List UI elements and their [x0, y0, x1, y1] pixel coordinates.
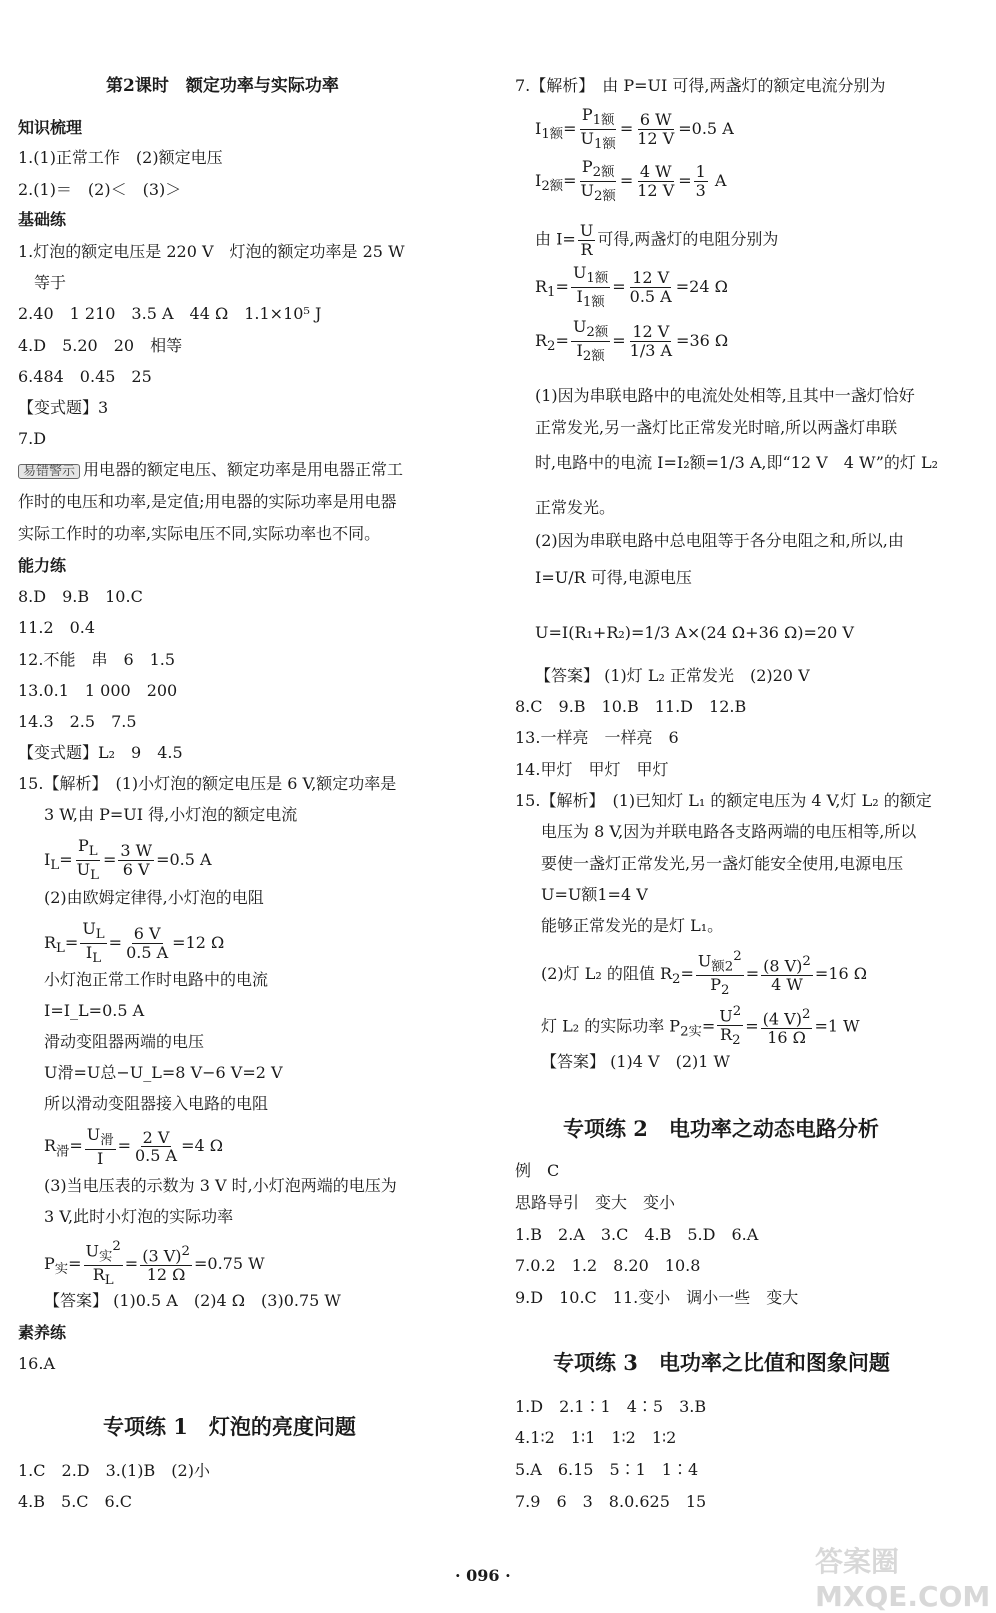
- section-title: 专项练 3 电功率之比值和图象问题: [553, 1350, 890, 1375]
- watermark: 答案圈 MXQE.COM: [815, 1545, 991, 1613]
- answer-line: 1.灯泡的额定电压是 220 V 灯泡的额定功率是 25 W: [18, 242, 405, 261]
- lesson-title: 第2课时 额定功率与实际功率: [106, 76, 339, 96]
- answer-box: 【答案】 (1)4 V (2)1 W: [541, 1052, 730, 1071]
- answer-line: 14.3 2.5 7.5: [18, 712, 137, 731]
- solution-line: (3)当电压表的示数为 3 V 时,小灯泡两端的电压为: [44, 1176, 397, 1195]
- formula: $R_L=$ $\frac{U_L}{I_L}$ = $\frac{6 V}{0.5 A}$ =12 Ω: [44, 919, 225, 967]
- page-number: · 096 ·: [455, 1566, 511, 1585]
- solution-line: 滑动变阻器两端的电压: [44, 1032, 205, 1051]
- answer-line: 1.(1)正常工作 (2)额定电压: [18, 148, 223, 167]
- answer-line: 7.D: [18, 429, 47, 448]
- solution-line: I=I_L=0.5 A: [44, 1001, 145, 1020]
- answer-line: 14.甲灯 甲灯 甲灯: [515, 760, 669, 779]
- solution-line: 3 V,此时小灯泡的实际功率: [44, 1207, 234, 1226]
- heading-nengli: 能力练: [18, 556, 67, 575]
- answer-line: 2.(1)＝ (2)＜ (3)＞: [18, 180, 182, 199]
- formula: $P_实=$ $\frac{U_实^2}{R_L}$ = $\frac{(3 V)^2}{12 \Omega}$ =0.75 W: [44, 1239, 265, 1289]
- tip-line: 实际工作时的功率,实际电压不同,实际功率也不同。: [18, 524, 381, 543]
- answer-line: 4.B 5.C 6.C: [18, 1492, 133, 1511]
- solution-line: U滑=U总−U_L=8 V−6 V=2 V: [44, 1063, 283, 1082]
- formula: 灯 L₂ 的实际功率 $P_{2实}=$ $\frac{U^2}{R_2}$ = $\frac{(4 V)^2}{16 \Omega}$ =1 W: [541, 1004, 860, 1049]
- answer-line: 8.D 9.B 10.C: [18, 587, 143, 606]
- answer-line: 13.一样亮 一样亮 6: [515, 728, 679, 747]
- formula: U=I(R₁+R₂)=1/3 A×(24 Ω+36 Ω)=20 V: [535, 623, 854, 642]
- solution-line: 由 I= $\frac{U}{R}$ 可得,两盏灯的电阻分别为: [535, 221, 779, 259]
- variant-question: 【变式题】L₂ 9 4.5: [18, 743, 183, 762]
- answer-line: 1.D 2.1∶1 4∶5 3.B: [515, 1397, 707, 1416]
- heading-suyang: 素养练: [18, 1323, 67, 1342]
- solution-line: 时,电路中的电流 I=I₂额=1/3 A,即“12 V 4 W”的灯 L₂: [535, 453, 939, 472]
- section-title: 专项练 1 灯泡的亮度问题: [103, 1414, 356, 1439]
- heading-zhishi: 知识梳理: [18, 118, 83, 137]
- tip-text: 用电器的额定电压、额定功率是用电器正常工: [83, 460, 404, 479]
- solution-line: 3 W,由 P=UI 得,小灯泡的额定电流: [44, 805, 298, 824]
- formula: $R_1=$ $\frac{U_{1额}}{I_{1额}}$ = $\frac{12 V}{0.5 A}$ =24 Ω: [535, 263, 728, 311]
- variant-question: 【变式题】3: [18, 398, 109, 417]
- solution-line: (2)因为串联电路中总电阻等于各分电阻之和,所以,由: [535, 531, 904, 550]
- solution-line: 小灯泡正常工作时电路中的电流: [44, 970, 269, 989]
- solution-line: 正常发光,另一盏灯比正常发光时暗,所以两盏灯串联: [535, 418, 898, 437]
- answer-line: 12.不能 串 6 1.5: [18, 650, 176, 669]
- tip-tag: 易错警示: [18, 464, 80, 479]
- answer-line: 1.C 2.D 3.(1)B (2)小: [18, 1461, 210, 1480]
- formula-label: 灯 L₂ 的实际功率: [541, 1016, 665, 1036]
- answer-line: 4.1∶2 1∶1 1∶2 1∶2: [515, 1428, 677, 1447]
- solution-line: 电压为 8 V,因为并联电路各支路两端的电压相等,所以: [541, 822, 917, 841]
- solution-line: 能够正常发光的是灯 L₁。: [541, 916, 724, 935]
- answer-line: 思路导引 变大 变小: [515, 1193, 676, 1212]
- answer-line: 例 C: [515, 1161, 560, 1180]
- tip-line: 作时的电压和功率,是定值;用电器的实际功率是用电器: [18, 492, 397, 511]
- answer-line: 11.2 0.4: [18, 618, 96, 637]
- formula: $R_滑=$ $\frac{U_滑}{I}$ = $\frac{2 V}{0.5 A}$ =4 Ω: [44, 1125, 224, 1168]
- answer-line: 等于: [34, 273, 67, 292]
- solution-line: (1)因为串联电路中的电流处处相等,且其中一盏灯恰好: [535, 386, 915, 405]
- answer-line: 5.A 6.15 5∶1 1∶4: [515, 1460, 699, 1479]
- answer-box: 【答案】 (1)0.5 A (2)4 Ω (3)0.75 W: [44, 1291, 341, 1310]
- solution-line: I=U/R 可得,电源电压: [535, 568, 692, 587]
- solution-line: 所以滑动变阻器接入电路的电阻: [44, 1094, 269, 1113]
- answer-line: 7.0.2 1.2 8.20 10.8: [515, 1256, 701, 1275]
- solution-line: (2)由欧姆定律得,小灯泡的电阻: [44, 888, 264, 907]
- solution-line: 7.【解析】 由 P=UI 可得,两盏灯的额定电流分别为: [515, 76, 886, 95]
- answer-line: 7.9 6 3 8.0.625 15: [515, 1492, 707, 1511]
- section-title: 专项练 2 电功率之动态电路分析: [563, 1116, 879, 1141]
- tip-line: [18, 462, 403, 479]
- answer-line: 6.484 0.45 25: [18, 367, 152, 386]
- answer-line: 9.D 10.C 11.变小 调小一些 变大: [515, 1288, 799, 1307]
- answer-line: 16.A: [18, 1354, 55, 1373]
- solution-line: 15.【解析】 (1)小灯泡的额定电压是 6 V,额定功率是: [18, 774, 397, 793]
- formula: $I_{1额}=$ $\frac{P_{1额}}{U_{1额}}$ = $\frac{6 W}{12 V}$ =0.5 A: [535, 105, 734, 153]
- answer-box: 【答案】 (1)灯 L₂ 正常发光 (2)20 V: [535, 666, 810, 685]
- formula-label: (2)灯 L₂ 的阻值: [541, 964, 655, 983]
- answer-line: 13.0.1 1 000 200: [18, 681, 178, 700]
- formula: $I_L=$ $\frac{P_L}{U_L}$ = $\frac{3 W}{6 V}$ =0.5 A: [44, 836, 212, 884]
- solution-line: U=U额1=4 V: [541, 885, 648, 904]
- heading-jichu: 基础练: [18, 210, 67, 229]
- answer-line: 4.D 5.20 20 相等: [18, 336, 183, 355]
- answer-line: 2.40 1 210 3.5 A 44 Ω 1.1×10⁵ J: [18, 304, 322, 323]
- answer-line: 1.B 2.A 3.C 4.B 5.D 6.A: [515, 1225, 759, 1244]
- answer-line: 8.C 9.B 10.B 11.D 12.B: [515, 697, 747, 716]
- solution-line: 正常发光。: [535, 498, 616, 517]
- solution-line: 要使一盏灯正常发光,另一盏灯能安全使用,电源电压: [541, 854, 904, 873]
- solution-line: 15.【解析】 (1)已知灯 L₁ 的额定电压为 4 V,灯 L₂ 的额定: [515, 791, 932, 810]
- formula: $R_2=$ $\frac{U_{2额}}{I_{2额}}$ = $\frac{12 V}{1/3 A}$ =36 Ω: [535, 317, 729, 365]
- formula: (2)灯 L₂ 的阻值 $R_2=$ $\frac{U_{额2}^2}{P_2}$ = $\frac{(8 V)^2}{4 W}$ =16 Ω: [541, 949, 868, 999]
- formula: $I_{2额}=$ $\frac{P_{2额}}{U_{2额}}$ = $\frac{4 W}{12 V}$ = $\frac{1}{3}$ A: [535, 157, 727, 205]
